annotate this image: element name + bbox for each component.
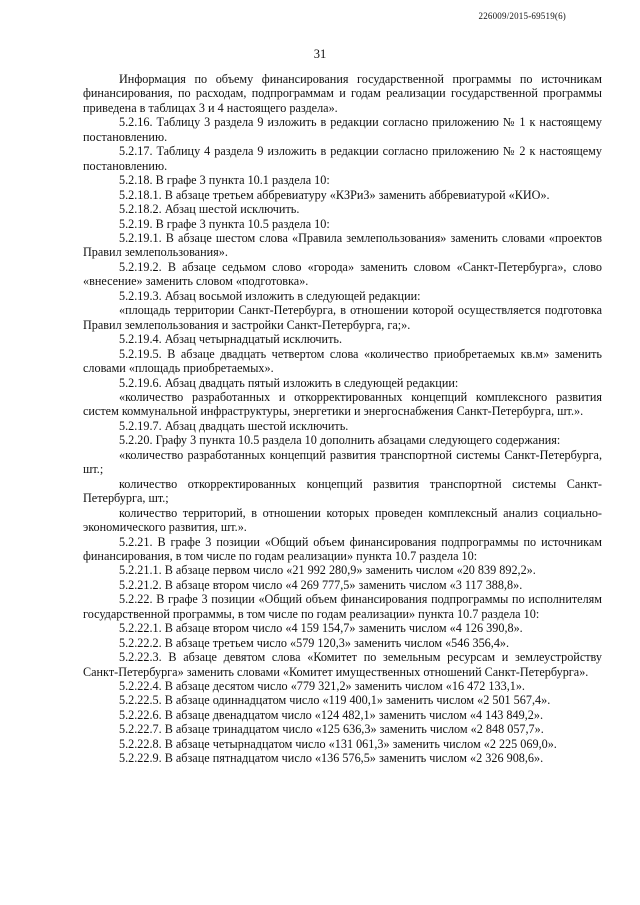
paragraph: 5.2.22.5. В абзаце одиннадцатом число «119 400,1» заменить числом «2 501 567,4». xyxy=(119,693,551,708)
paragraph: «площадь территории Санкт-Петербурга, в отношении которой осуществляется подготовка Правил землепользования и застройки Санкт-Петербурга, га;». xyxy=(83,303,602,332)
paragraph: 5.2.19.1. В абзаце шестом слова «Правила землепользования» заменить словами «проектов Правил землепользования». xyxy=(83,230,602,260)
paragraph: 5.2.18. В графе 3 пункта 10.1 раздела 10: xyxy=(119,173,330,188)
paragraph: 5.2.16. Таблицу 3 раздела 9 изложить в редакции согласно приложению № 1 к настоящему постановлению. xyxy=(83,115,602,144)
paragraph: 5.2.22. В графе 3 позиции «Общий объем финансирования подпрограммы по исполнителям государственной программы, в том числе по годам реализации» пункта 10.7 раздела 10: xyxy=(83,592,602,621)
paragraph: 5.2.22.2. В абзаце третьем число «579 120,3» заменить числом «546 356,4». xyxy=(119,635,510,650)
paragraph: 5.2.21. В графе 3 позиции «Общий объем финансирования подпрограммы по источникам финансирования, в том числе по годам реализации» пункта 10.7 раздела 10: xyxy=(83,534,602,563)
paragraph: Информация по объему финансирования государственной программы по источникам финансирования, по расходам, подпрограммам и годам реализации государственной программы приведена в таблицах 3 и 4 настоящего раздела». xyxy=(83,72,602,115)
paragraph: количество откорректированных концепций развития транспортной системы Санкт-Петербурга, шт.; xyxy=(83,476,602,506)
paragraph: 5.2.19.5. В абзаце двадцать четвертом слова «количество приобретаемых кв.м» заменить словами «площадь приобретаемых». xyxy=(83,346,602,376)
paragraph: количество территорий, в отношении которых проведен комплексный анализ социально-экономического развития, шт.». xyxy=(83,505,602,535)
paragraph: 5.2.19.6. Абзац двадцать пятый изложить в следующей редакции: xyxy=(119,375,459,390)
paragraph: 5.2.22.4. В абзаце десятом число «779 321,2» заменить числом «16 472 133,1». xyxy=(119,679,525,694)
paragraph: 5.2.22.6. В абзаце двенадцатом число «124 482,1» заменить числом «4 143 849,2». xyxy=(119,707,543,722)
paragraph: 5.2.19.4. Абзац четырнадцатый исключить. xyxy=(119,332,343,347)
page-number: 31 xyxy=(313,47,327,61)
paragraph: 5.2.19.7. Абзац двадцать шестой исключить. xyxy=(119,418,349,433)
document-body xyxy=(83,72,602,766)
paragraph: 5.2.17. Таблицу 4 раздела 9 изложить в редакции согласно приложению № 2 к настоящему постановлению. xyxy=(83,144,602,173)
paragraph: 5.2.18.1. В абзаце третьем аббревиатуру «КЗРиЗ» заменить аббревиатурой «КИО». xyxy=(119,187,550,202)
paragraph: «количество разработанных концепций развития транспортной системы Санкт-Петербурга, шт.; xyxy=(83,447,602,477)
paragraph: 5.2.22.8. В абзаце четырнадцатом число «131 061,3» заменить числом «2 225 069,0». xyxy=(119,736,557,751)
paragraph: 5.2.21.1. В абзаце первом число «21 992 280,9» заменить числом «20 839 892,2». xyxy=(119,563,536,578)
paragraph: 5.2.22.7. В абзаце тринадцатом число «125 636,3» заменить числом «2 848 057,7». xyxy=(119,722,544,737)
paragraph: 5.2.21.2. В абзаце втором число «4 269 777,5» заменить числом «3 117 388,8». xyxy=(119,577,523,592)
paragraph: 5.2.19.2. В абзаце седьмом слово «города» заменить словом «Санкт-Петербурга», слово «внесение» заменить словом «подготовка». xyxy=(83,259,602,289)
paragraph: 5.2.22.3. В абзаце девятом слова «Комитет по земельным ресурсам и землеустройству Санкт-Петербурга» заменить словами «Комитет имущественных отношений Санкт-Петербурга». xyxy=(83,650,602,679)
paragraph: 5.2.20. Графу 3 пункта 10.5 раздела 10 дополнить абзацами следующего содержания: xyxy=(119,433,561,448)
paragraph: 5.2.18.2. Абзац шестой исключить. xyxy=(119,202,300,217)
paragraph: 5.2.19.3. Абзац восьмой изложить в следующей редакции: xyxy=(119,288,421,303)
paragraph: 5.2.22.1. В абзаце втором число «4 159 154,7» заменить числом «4 126 390,8». xyxy=(119,621,523,636)
paragraph: 5.2.19. В графе 3 пункта 10.5 раздела 10: xyxy=(119,216,330,231)
document-id: 226009/2015-69519(6) xyxy=(478,11,566,21)
paragraph: 5.2.22.9. В абзаце пятнадцатом число «136 576,5» заменить числом «2 326 908,6». xyxy=(119,751,544,766)
paragraph: «количество разработанных и откорректированных концепций комплексного развития систем коммунальной инфраструктуры, энергетики и энергоснабжения Санкт-Петербурга, шт.». xyxy=(83,389,602,419)
